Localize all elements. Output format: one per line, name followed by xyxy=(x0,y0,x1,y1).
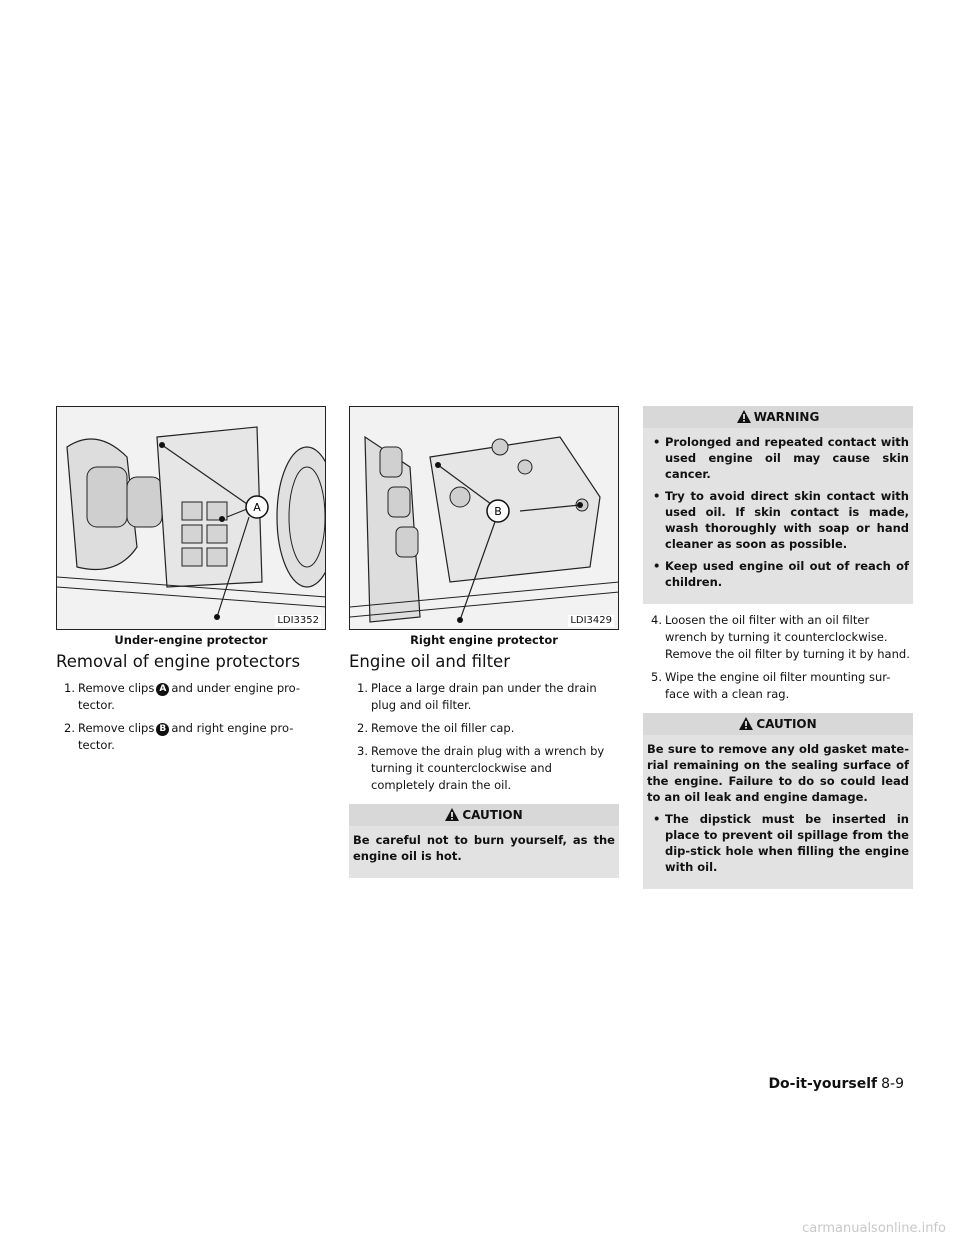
list-item: 3. Remove the drain plug with a wrench by turning it counterclockwise and completely drain the oil. xyxy=(357,744,605,792)
warning-header: WARNING xyxy=(643,406,913,428)
list-item: 2. Remove the oil filler cap. xyxy=(357,721,515,735)
caution-header: CAUTION xyxy=(349,804,619,826)
caution-box xyxy=(643,713,913,889)
column-2 xyxy=(349,406,619,878)
caution-header: CAUTION xyxy=(643,713,913,735)
caution-text: Be careful not to burn yourself, as the engine oil is hot. xyxy=(353,833,615,863)
warning-list xyxy=(647,434,909,590)
steps-list xyxy=(56,680,326,754)
list-item: 1. Remove clips A and under engine pro-tector. xyxy=(64,681,301,712)
steps-list xyxy=(349,680,619,794)
caution-list xyxy=(647,811,909,875)
warning-triangle-icon xyxy=(737,410,751,423)
column-1 xyxy=(56,406,326,760)
section-name: Do-it-yourself xyxy=(768,1076,878,1092)
caution-box xyxy=(349,804,619,878)
steps-list xyxy=(643,612,913,703)
figure-caption: Under-engine protector xyxy=(114,633,268,647)
list-item: 4. Loosen the oil filter with an oil filter wrench by turning it counterclockwise. Remove the oil filter by turning it by hand. xyxy=(651,613,910,661)
under-engine-protector-figure xyxy=(56,406,326,630)
right-engine-protector-figure xyxy=(349,406,619,630)
warning-triangle-icon xyxy=(739,717,753,730)
callout-a-icon: A xyxy=(156,683,169,696)
warning-box xyxy=(643,406,913,604)
list-item: • Prolonged and repeated contact with used engine oil may cause skin cancer. xyxy=(653,435,909,481)
watermark: carmanualsonline.info xyxy=(802,1221,946,1236)
callout-b-icon: B xyxy=(156,723,169,736)
svg-text:B: B xyxy=(494,505,502,518)
list-item: 2. Remove clips B and right engine pro-tector. xyxy=(64,721,294,752)
caution-text: Be sure to remove any old gasket mate-rial remaining on the sealing surface of the engine. Failure to do so could lead to an oil leak and engine damage. xyxy=(647,742,909,804)
engine-illustration-a xyxy=(57,407,326,630)
figure-caption: Right engine protector xyxy=(410,633,558,647)
section-heading: Engine oil and filter xyxy=(349,652,510,671)
figure-id: LDI3429 xyxy=(570,615,612,626)
list-item: 1. Place a large drain pan under the drain plug and oil filter. xyxy=(357,681,597,712)
list-item: 5. Wipe the engine oil filter mounting sur-face with a clean rag. xyxy=(651,670,891,701)
page-number: 8-9 xyxy=(881,1076,904,1092)
svg-text:A: A xyxy=(253,501,261,514)
page-footer xyxy=(768,1076,904,1092)
list-item: • The dipstick must be inserted in place to prevent oil spillage from the dip-stick hole when filling the engine with oil. xyxy=(653,812,909,874)
section-heading: Removal of engine protectors xyxy=(56,652,301,671)
list-item: • Keep used engine oil out of reach of children. xyxy=(653,559,909,589)
figure-id: LDI3352 xyxy=(277,615,319,626)
engine-illustration-b xyxy=(350,407,619,630)
column-3 xyxy=(643,406,913,889)
list-item: • Try to avoid direct skin contact with used oil. If skin contact is made, wash thoroughly with soap or hand cleaner as soon as possible. xyxy=(653,489,909,551)
warning-triangle-icon xyxy=(445,808,459,821)
